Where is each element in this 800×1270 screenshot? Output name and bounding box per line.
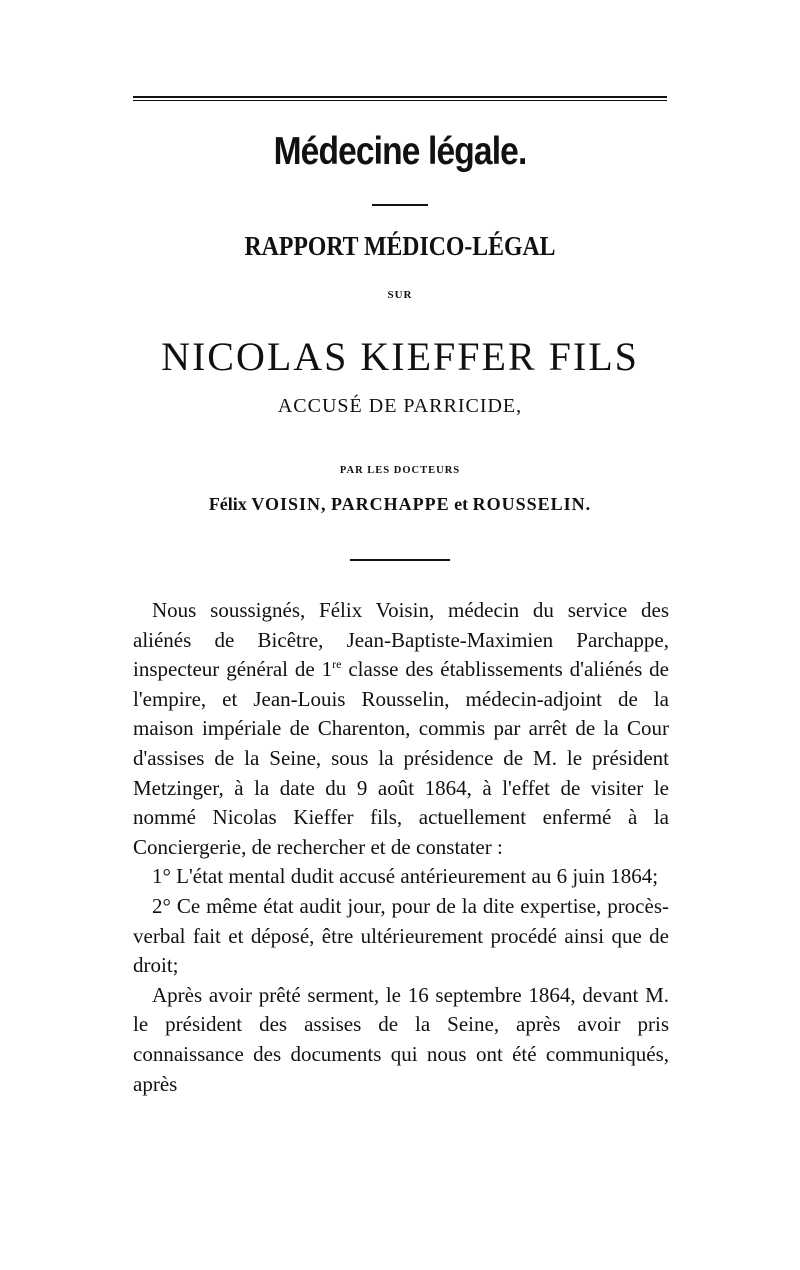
author-prefix: Félix (208, 494, 247, 514)
report-title: RAPPORT MÉDICO-LÉGAL (244, 231, 556, 261)
paragraph-4: Après avoir prêté serment, le 16 septembre 1864, devant M. le président des assises de la Seine, après avoir pris connaissance des documents qui nous ont été communiqués, après (133, 982, 669, 1096)
body-divider (350, 559, 450, 561)
authors-line (0, 494, 800, 515)
title-divider (372, 204, 428, 206)
author-voisin: VOISIN, (251, 494, 327, 514)
par-les-docteurs: PAR LES DOCTEURS (339, 465, 461, 476)
section-title: Médecine légale. (273, 130, 527, 173)
paragraph-1: Nous soussignés, Félix Voisin, médecin du service des aliénés de Bicêtre, Jean-Baptiste-Maximien Parchappe, inspecteur général de 1re classe des établissements d'aliénés de l'empire, et Jean-Louis Rousselin, médecin-adjoint de la maison impériale de Charenton, commis par arrêt de la Cour d'assises de la Seine, sous la présidence de M. le président Metzinger, à la date du 9 août 1864, à l'effet de visiter le nommé Nicolas Kieffer fils, actuellement enfermé à la Conciergerie, de rechercher et de constater : (133, 598, 669, 859)
paragraph-3: 2° Ce même état audit jour, pour de la dite expertise, procès-verbal fait et déposé, être ultérieurement procédé ainsi que de droit; (133, 893, 669, 978)
author-rousselin: ROUSSELIN. (472, 494, 592, 514)
sur-label: SUR (387, 289, 413, 301)
top-double-rule (133, 96, 667, 100)
author-parchappe: PARCHAPPE (330, 494, 450, 514)
paragraph-2: 1° L'état mental dudit accusé antérieurement au 6 juin 1864; (152, 864, 659, 889)
body-text (133, 596, 669, 1099)
accusation-line: ACCUSÉ DE PARRICIDE, (277, 395, 523, 417)
accused-name: NICOLAS KIEFFER FILS (161, 334, 639, 379)
author-conjunction: et (454, 494, 469, 514)
